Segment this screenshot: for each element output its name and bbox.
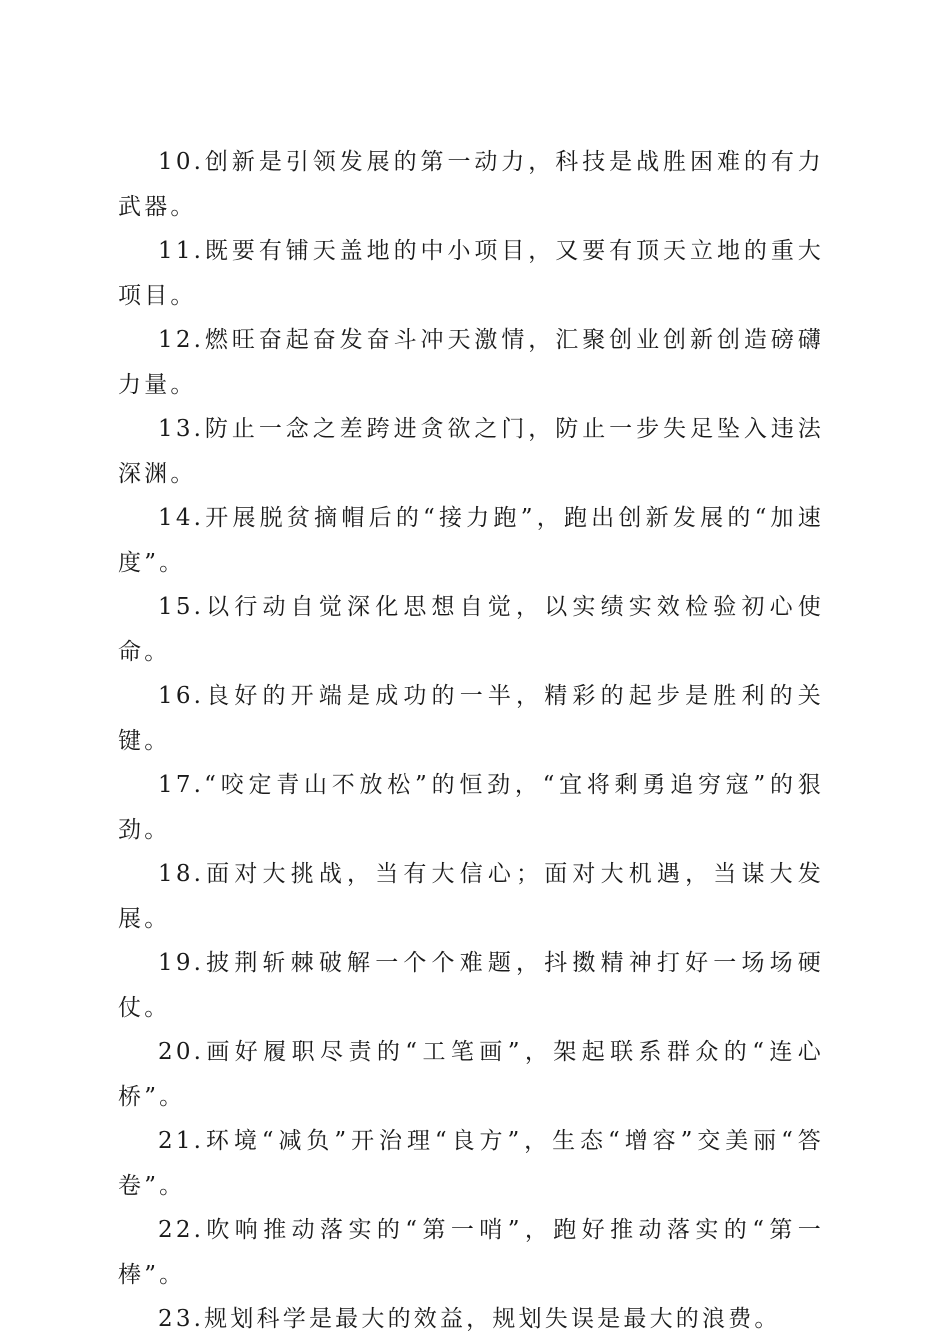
list-item: 15.以行动自觉深化思想自觉，以实绩实效检验初心使命。 [118,594,824,665]
list-item: 10.创新是引领发展的第一动力，科技是战胜困难的有力武器。 [118,149,824,220]
list-item: 18.面对大挑战，当有大信心；面对大机遇，当谋大发展。 [118,861,824,932]
list-item: 20.画好履职尽责的“工笔画”，架起联系群众的“连心桥”。 [118,1039,824,1110]
list-item: 19.披荆斩棘破解一个个难题，抖擞精神打好一场场硬仗。 [118,950,824,1021]
list-item: 13.防止一念之差跨进贪欲之门，防止一步失足坠入违法深渊。 [118,416,824,487]
list-item: 21.环境“减负”开治理“良方”，生态“增容”交美丽“答卷”。 [118,1128,824,1199]
list-item: 22.吹响推动落实的“第一哨”，跑好推动落实的“第一棒”。 [118,1217,824,1288]
list-item: 11.既要有铺天盖地的中小项目，又要有顶天立地的重大项目。 [118,238,824,309]
list-item: 12.燃旺奋起奋发奋斗冲天激情，汇聚创业创新创造磅礴力量。 [118,327,824,398]
list-item: 16.良好的开端是成功的一半，精彩的起步是胜利的关键。 [118,683,824,754]
list-item: 23.规划科学是最大的效益，规划失误是最大的浪费。 [158,1306,781,1332]
document-body [118,140,824,1342]
list-item: 14.开展脱贫摘帽后的“接力跑”，跑出创新发展的“加速度”。 [118,505,824,576]
list-item: 17.“咬定青山不放松”的恒劲，“宜将剩勇追穷寇”的狠劲。 [118,772,824,843]
